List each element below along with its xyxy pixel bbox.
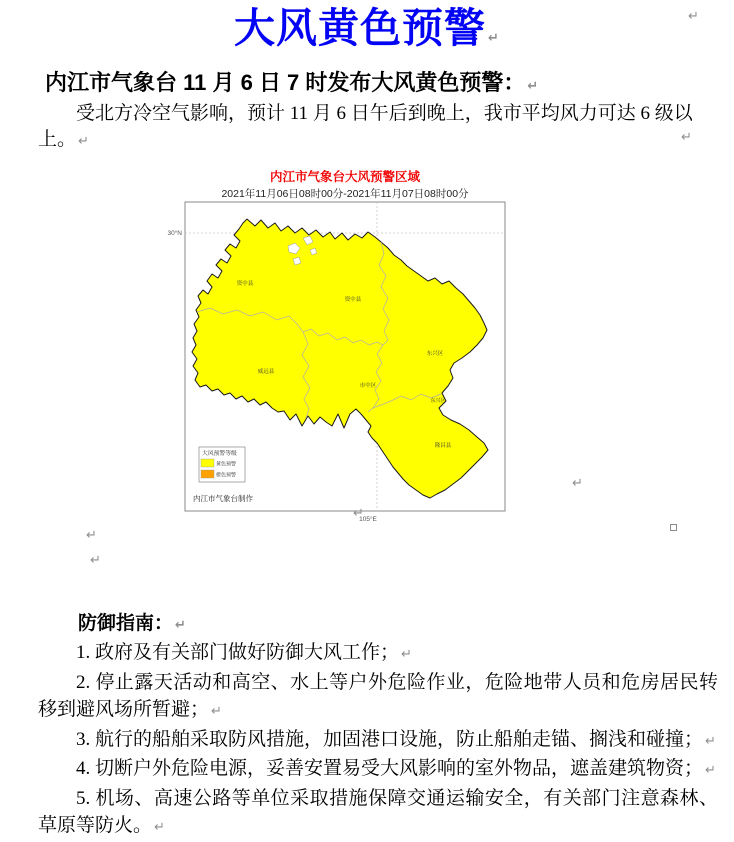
paragraph-mark: ↵ — [78, 134, 89, 149]
paragraph-mark: ↵ — [688, 9, 699, 24]
legend-swatch-orange — [201, 470, 214, 478]
guide-item — [38, 639, 718, 669]
longitude-tick-label: 105°E — [359, 516, 377, 523]
page-title-text: 大风黄色预警 — [234, 5, 487, 51]
district-label: 威远县 — [257, 369, 275, 375]
map-credit: 内江市气象台制作 — [193, 494, 253, 503]
warning-area-map — [160, 199, 520, 525]
paragraph-mark: ↵ — [175, 618, 186, 633]
page-title — [0, 4, 734, 63]
map-period: 2021年11月06日08时00分-2021年11月07日08时00分 — [221, 188, 469, 200]
paragraph-mark: ↵ — [572, 476, 583, 491]
legend-label: 黄色预警 — [216, 461, 237, 468]
paragraph-mark: ↵ — [681, 130, 692, 145]
warning-map-section — [0, 155, 734, 611]
guide-item-text: 5. 机场、高速公路等单位采取措施保障交通运输安全，有关部门注意森林、草原等防火。 — [38, 787, 718, 836]
paragraph-mark: ↵ — [353, 506, 364, 521]
district-label: 东兴区 — [430, 398, 446, 404]
guide-item-text: 2. 停止露天活动和高空、水上等户外危险作业，危险地带人员和危房居民转移到避风场所暂避； — [38, 671, 718, 720]
paragraph-mark: ↵ — [211, 704, 222, 719]
paragraph-mark: ↵ — [86, 528, 97, 543]
district-label: 市中区 — [359, 383, 377, 389]
guide-item — [38, 755, 718, 785]
paragraph-mark: ↵ — [705, 733, 716, 749]
paragraph-mark: ↵ — [90, 553, 101, 568]
guide-item-text: 1. 政府及有关部门做好防御大风工作； — [76, 642, 400, 663]
intro-paragraph — [38, 101, 718, 155]
district-label: 资中县 — [344, 297, 362, 303]
guide-item-text: 4. 切断户外危险电源，妥善安置易受大风影响的室外物品，遮盖建筑物资； — [76, 758, 704, 779]
paragraph-mark: ↵ — [488, 31, 500, 46]
issue-heading — [45, 69, 718, 101]
object-anchor-marker — [670, 524, 677, 531]
map-legend — [199, 447, 245, 482]
guide-heading-text: 防御指南： — [78, 613, 174, 634]
legend-swatch-yellow — [201, 459, 214, 467]
paragraph-mark: ↵ — [527, 79, 539, 94]
district-label: 东兴区 — [426, 351, 444, 357]
paragraph-mark: ↵ — [401, 647, 412, 662]
map-title: 内江市气象台大风预警区域 — [269, 170, 420, 184]
issue-heading-text: 内江市气象台 11 月 6 日 7 时发布大风黄色预警： — [45, 70, 526, 95]
latitude-tick-label: 30°N — [167, 230, 182, 237]
guide-item-text: 3. 航行的船舶采取防风措施，加固港口设施，防止船舶走锚、搁浅和碰撞； — [76, 728, 704, 750]
guide-item — [38, 669, 718, 726]
paragraph-mark: ↵ — [705, 763, 716, 778]
paragraph-mark: ↵ — [154, 820, 165, 835]
legend-title: 大风预警等级 — [202, 451, 237, 457]
legend-label: 橙色预警 — [216, 472, 237, 479]
guide-heading — [78, 611, 734, 639]
guide-item — [38, 726, 718, 756]
district-label: 资中县 — [236, 281, 254, 287]
guide-item — [38, 785, 718, 842]
district-label: 隆昌县 — [434, 443, 452, 449]
intro-text: 受北方冷空气影响，预计 11 月 6 日午后到晚上，我市平均风力可达 6 级以上。 — [38, 103, 693, 150]
